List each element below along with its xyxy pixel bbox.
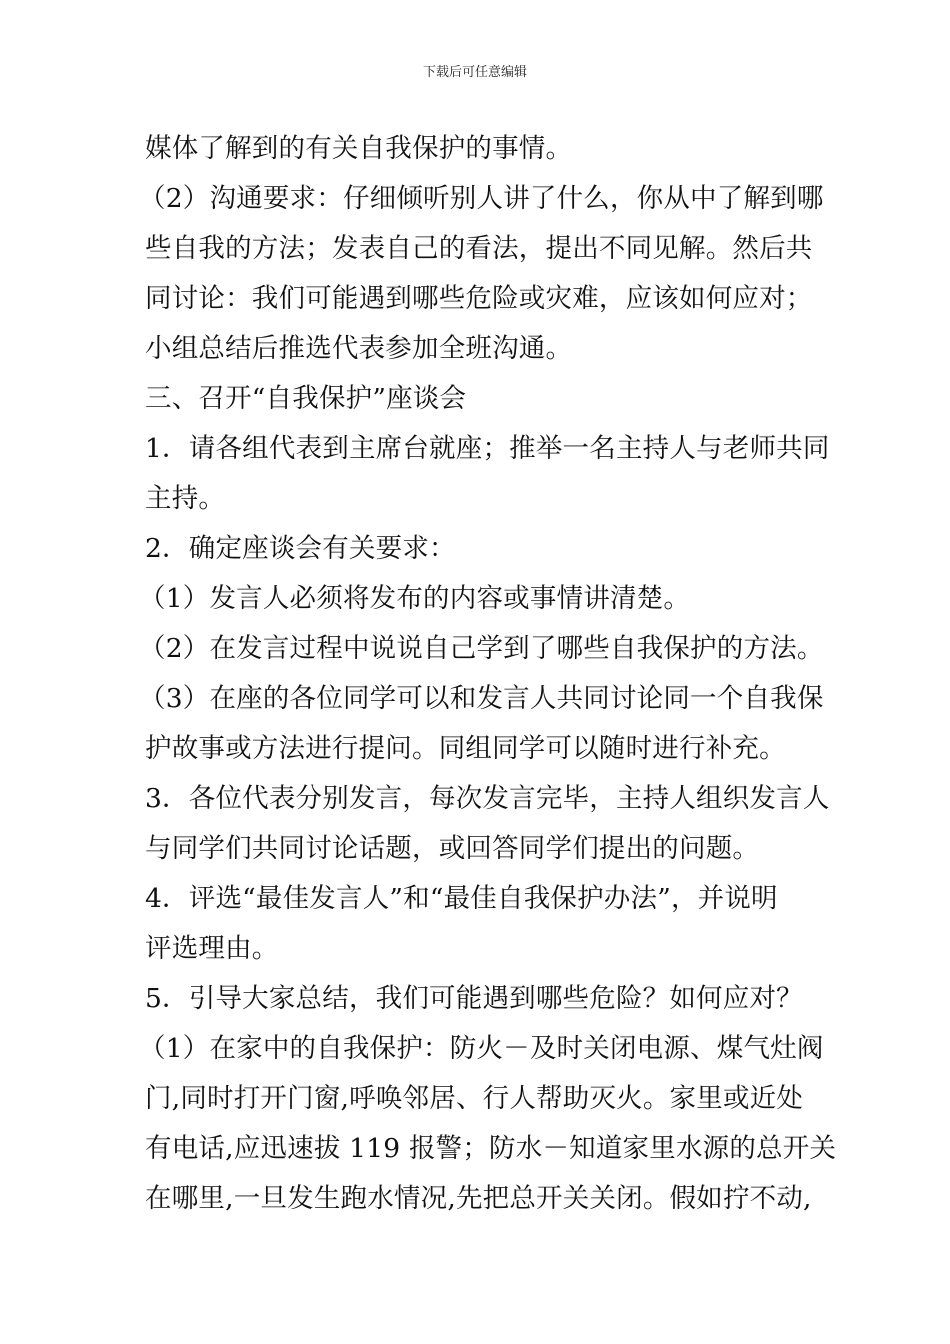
- text-line: （1）在家中的自我保护：防火－及时关闭电源、煤气灶阀: [139, 1033, 824, 1064]
- text-line: 同讨论：我们可能遇到哪些危险或灾难，应该如何应对；: [145, 283, 813, 314]
- text-line: （3）在座的各位同学可以和发言人共同讨论同一个自我保: [139, 683, 824, 714]
- text-line: 3．各位代表分别发言，每次发言完毕，主持人组织发言人: [145, 783, 830, 814]
- text-line: 4．评选“最佳发言人”和“最佳自我保护办法”，并说明: [145, 883, 778, 914]
- text-line: 小组总结后推选代表参加全班沟通。: [145, 333, 573, 364]
- text-line: 护故事或方法进行提问。同组同学可以随时进行补充。: [145, 733, 786, 764]
- section-heading: 三、召开“自我保护”座谈会: [145, 383, 467, 414]
- text-line: 媒体了解到的有关自我保护的事情。: [145, 133, 573, 164]
- body-text: [139, 124, 837, 1224]
- text-line: 评选理由。: [145, 933, 279, 964]
- page-header: 下载后可任意编辑: [422, 65, 527, 80]
- text-line: 主持。: [145, 483, 226, 514]
- text-line: 2．确定座谈会有关要求：: [145, 533, 456, 564]
- text-line: （2）在发言过程中说说自己学到了哪些自我保护的方法。: [139, 633, 824, 664]
- text-line: 门,同时打开门窗,呼唤邻居、行人帮助灭火。家里或近处: [145, 1083, 804, 1114]
- text-line: 与同学们共同讨论话题，或回答同学们提出的问题。: [145, 833, 760, 864]
- text-line: （2）沟通要求：仔细倾听别人讲了什么，你从中了解到哪: [139, 183, 824, 214]
- text-line: 1．请各组代表到主席台就座；推举一名主持人与老师共同: [145, 433, 830, 464]
- text-line: 在哪里,一旦发生跑水情况,先把总开关关闭。假如拧不动,: [145, 1183, 812, 1214]
- text-line: （1）发言人必须将发布的内容或事情讲清楚。: [139, 583, 691, 614]
- text-line: 5．引导大家总结，我们可能遇到哪些危险？如何应对？: [145, 983, 803, 1014]
- text-line: 些自我的方法；发表自己的看法，提出不同见解。然后共: [145, 233, 813, 264]
- text-line: 有电话,应迅速拔 119 报警；防水－知道家里水源的总开关: [145, 1133, 837, 1164]
